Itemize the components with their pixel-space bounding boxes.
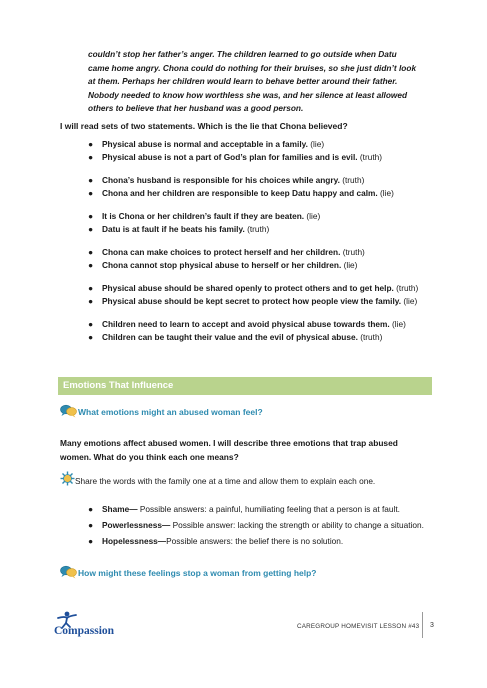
statement-item [88, 210, 428, 223]
statement-item [88, 223, 428, 236]
bullet-icon: ● [88, 151, 94, 162]
emotion-item [88, 519, 428, 531]
statement-item [88, 246, 428, 259]
statement-text: Datu is at fault if he beats his family. [102, 223, 245, 234]
emotion-definitions [88, 503, 428, 551]
compassion-logo [44, 611, 134, 639]
bullet-icon: ● [88, 536, 94, 546]
statement-item [88, 259, 428, 272]
footer-divider [422, 612, 423, 638]
emotion-answer: Possible answer: lacking the strength or ability to change a situation. [170, 520, 424, 530]
story-excerpt [88, 48, 418, 116]
statement-pair [88, 282, 428, 307]
bullet-icon: ● [88, 504, 94, 514]
section-header-bar [58, 377, 432, 395]
statement-answer: (lie) [392, 319, 406, 329]
bullet-icon: ● [88, 331, 94, 342]
statement-text: Children can be taught their value and the evil of physical abuse. [102, 331, 358, 342]
bullet-icon: ● [88, 175, 94, 185]
story-line: couldn’t stop her father’s anger. The children learned to go outside when Datu [88, 49, 397, 59]
statement-answer: (truth) [247, 223, 270, 234]
statement-answer: (truth) [360, 331, 383, 342]
statement-item [88, 282, 428, 295]
emotion-item [88, 503, 428, 515]
bullet-icon: ● [88, 259, 94, 270]
discussion-question-1 [60, 404, 420, 420]
speech-bubbles-icon [60, 565, 77, 579]
bullet-icon: ● [88, 247, 94, 257]
bullet-icon: ● [88, 211, 94, 221]
question-text: What emotions might an abused woman feel? [78, 407, 263, 417]
story-line: came home angry. Chona could do nothing for their bruises, so she just didn’t look [88, 62, 417, 73]
discussion-question-2 [60, 565, 420, 581]
emotion-answer: Possible answers: the belief there is no solution. [166, 536, 344, 546]
statement-text: Children need to learn to accept and avoid physical abuse towards them. [102, 319, 390, 329]
bullet-icon: ● [88, 319, 94, 329]
statement-answer: (lie) [306, 211, 321, 221]
statement-item [88, 151, 428, 164]
statement-item [88, 174, 428, 187]
statement-item [88, 295, 428, 308]
statement-text: Chona and her children are responsible to keep Datu happy and calm. [102, 187, 378, 198]
story-line: others to believe that her husband was a good person. [88, 103, 304, 114]
instruction-text: Share the words with the family one at a time and allow them to explain each one. [75, 476, 376, 486]
lie-truth-prompt: I will read sets of two statements. Which is the lie that Chona believed? [60, 121, 348, 131]
statement-answer: (lie) [343, 259, 358, 270]
statement-answer: (truth) [396, 283, 419, 293]
bullet-icon: ● [88, 187, 94, 198]
statement-item [88, 331, 428, 344]
emotion-item [88, 535, 428, 547]
emotion-term: Hopelessness— [102, 536, 167, 546]
section-title: Emotions That Influence [63, 380, 174, 391]
story-line: Nobody needed to know how worthless she was, and her silence at least allowed [88, 89, 408, 100]
sun-gear-icon [60, 471, 75, 486]
statement-list [88, 138, 428, 354]
question-text: How might these feelings stop a woman from getting help? [78, 568, 317, 578]
statement-item [88, 138, 428, 151]
statement-answer: (lie) [310, 139, 325, 149]
statement-pair [88, 138, 428, 163]
bullet-icon: ● [88, 283, 94, 293]
emotion-answer: Possible answers: a painful, humiliating feeling that a person is at fault. [137, 504, 400, 514]
statement-text: It is Chona or her children’s fault if they are beaten. [102, 211, 305, 221]
statement-answer: (lie) [380, 187, 394, 198]
statement-pair [88, 318, 428, 343]
statement-text: Physical abuse is not a part of God’s plan for families and is evil. [102, 151, 358, 162]
statement-answer: (truth) [342, 247, 365, 257]
statement-answer: (truth) [359, 151, 383, 162]
emotion-term: Shame— [102, 504, 138, 514]
statement-pair [88, 210, 428, 235]
statement-pair [88, 174, 428, 199]
logo-wordmark: Compassion [54, 625, 115, 637]
bullet-icon: ● [88, 223, 94, 234]
statement-pair [88, 246, 428, 271]
statement-text: Physical abuse should be shared openly to protect others and to get help. [102, 283, 394, 293]
statement-answer: (lie) [403, 295, 418, 306]
statement-item [88, 187, 428, 200]
intro-line: women. What do you think each one means? [60, 451, 239, 462]
statement-text: Chona’s husband is responsible for his choices while angry. [102, 175, 340, 185]
story-line: at them. Perhaps her children would learn to behave better around their father. [88, 76, 398, 87]
bullet-icon: ● [88, 295, 94, 306]
facilitator-instruction [60, 471, 440, 489]
statement-text: Physical abuse is normal and acceptable in a family. [102, 139, 308, 149]
bullet-icon: ● [88, 520, 94, 530]
bullet-icon: ● [88, 139, 94, 149]
footer-lesson-label: CAREGROUP HOMEVISIT LESSON #43 [297, 623, 420, 630]
statement-item [88, 318, 428, 331]
statement-text: Chona can make choices to protect herself and her children. [102, 247, 341, 257]
emotions-intro [60, 437, 430, 464]
page-number: 3 [430, 622, 434, 629]
statement-text: Physical abuse should be kept secret to protect how people view the family. [102, 295, 402, 306]
emotion-term: Powerlessness— [102, 520, 171, 530]
speech-bubbles-icon [60, 404, 77, 418]
statement-answer: (truth) [342, 175, 365, 185]
statement-text: Chona cannot stop physical abuse to herself or her children. [102, 259, 342, 270]
intro-line: Many emotions affect abused women. I will describe three emotions that trap abused [60, 438, 398, 448]
